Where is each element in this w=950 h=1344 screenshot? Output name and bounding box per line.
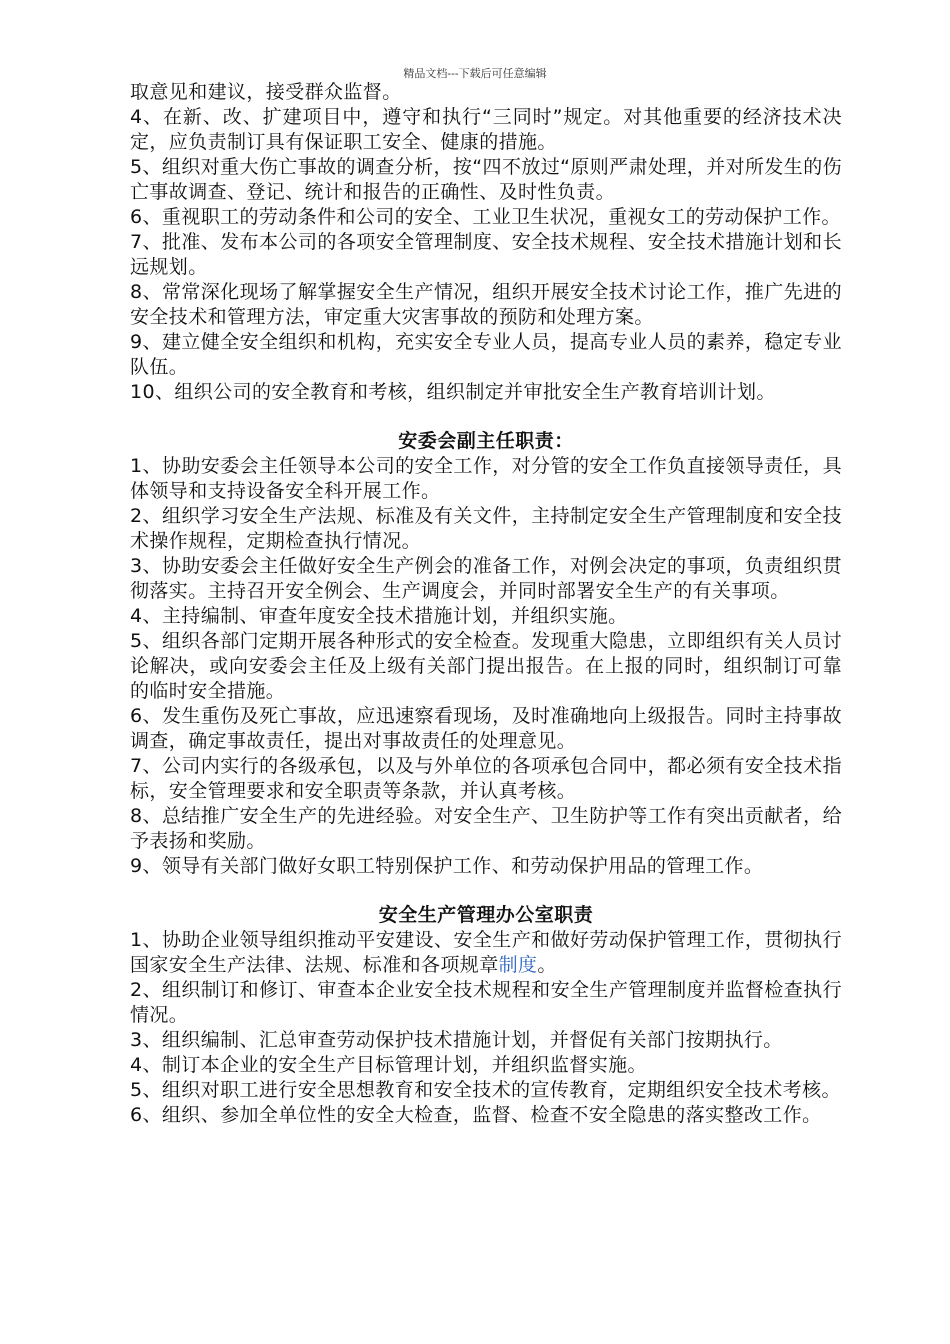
list-item: 5、组织对重大伤亡事故的调查分析，按“四不放过“原则严肃处理，并对所发生的伤亡事故调查、登记、统计和报告的正确性、及时性负责。	[130, 156, 842, 203]
list-item-tail: 。	[537, 954, 557, 976]
list-item: 5、组织对职工进行安全思想教育和安全技术的宣传教育，定期组织安全技术考核。	[130, 1079, 841, 1101]
section-deputy-director-duties	[130, 429, 842, 879]
list-item: 5、组织各部门定期开展各种形式的安全检查。发现重大隐患，立即组织有关人员讨论解决，或向安委会主任及上级有关部门提出报告。在上报的同时，组织制订可靠的临时安全措施。	[130, 630, 842, 702]
list-item: 4、主持编制、审查年度安全技术措施计划，并组织实施。	[130, 605, 628, 627]
list-item: 7、公司内实行的各级承包，以及与外单位的各项承包合同中，都必须有安全技术指标，安全管理要求和安全职责等条款，并认真考核。	[130, 755, 842, 802]
page-header-watermark: 精品文档---下载后可任意编辑	[403, 67, 547, 80]
document-body	[130, 80, 842, 1128]
list-item: 9、领导有关部门做好女职工特别保护工作、和劳动保护用品的管理工作。	[130, 855, 764, 877]
list-item: 10、组织公司的安全教育和考核，组织制定并审批安全生产教育培训计划。	[130, 381, 776, 403]
section-safety-office-duties	[130, 903, 842, 1128]
list-item: 3、协助安委会主任做好安全生产例会的准备工作，对例会决定的事项，负责组织贯彻落实。主持召开安全例会、生产调度会，并同时部署安全生产的有关事项。	[130, 555, 842, 602]
list-item	[130, 928, 842, 978]
list-item: 8、常常深化现场了解掌握安全生产情况，组织开展安全技术讨论工作，推广先进的安全技术和管理方法，审定重大灾害事故的预防和处理方案。	[130, 281, 842, 328]
list-item: 6、组织、参加全单位性的安全大检查，监督、检查不安全隐患的落实整改工作。	[130, 1104, 822, 1126]
list-item: 6、发生重伤及死亡事故，应迅速察看现场，及时准确地向上级报告。同时主持事故调查，确定事故责任，提出对事故责任的处理意见。	[130, 705, 842, 752]
list-item: 8、总结推广安全生产的先进经验。对安全生产、卫生防护等工作有突出贡献者，给予表扬和奖励。	[130, 805, 842, 852]
regulations-link[interactable]: 制度	[498, 954, 538, 976]
list-item: 4、在新、改、扩建项目中，遵守和执行“三同时”规定。对其他重要的经济技术决定，应负责制订具有保证职工安全、健康的措施。	[130, 106, 842, 153]
list-item: 取意见和建议，接受群众监督。	[130, 81, 402, 103]
section-committee-director-duties	[130, 80, 842, 405]
list-item-text: 1、协助企业领导组织推动平安建设、安全生产和做好劳动保护管理工作，贯彻执行国家安全生产法律、法规、标准和各项规章	[130, 929, 842, 976]
list-item: 9、建立健全安全组织和机构，充实安全专业人员，提高专业人员的素养，稳定专业队伍。	[130, 331, 842, 378]
list-item: 6、重视职工的劳动条件和公司的安全、工业卫生状况，重视女工的劳动保护工作。	[130, 206, 841, 228]
list-item: 2、组织制订和修订、审查本企业安全技术规程和安全生产管理制度并监督检查执行情况。	[130, 979, 842, 1026]
section-heading: 安委会副主任职责：	[398, 430, 574, 452]
list-item: 7、批准、发布本公司的各项安全管理制度、安全技术规程、安全技术措施计划和长远规划。	[130, 231, 842, 278]
list-item: 4、制订本企业的安全生产目标管理计划，并组织监督实施。	[130, 1054, 647, 1076]
list-item: 1、协助安委会主任领导本公司的安全工作，对分管的安全工作负直接领导责任，具体领导和支持设备安全科开展工作。	[130, 455, 842, 502]
section-heading: 安全生产管理办公室职责	[378, 904, 594, 926]
list-item: 3、组织编制、汇总审查劳动保护技术措施计划，并督促有关部门按期执行。	[130, 1029, 783, 1051]
list-item: 2、组织学习安全生产法规、标准及有关文件，主持制定安全生产管理制度和安全技术操作规程，定期检查执行情况。	[130, 505, 842, 552]
